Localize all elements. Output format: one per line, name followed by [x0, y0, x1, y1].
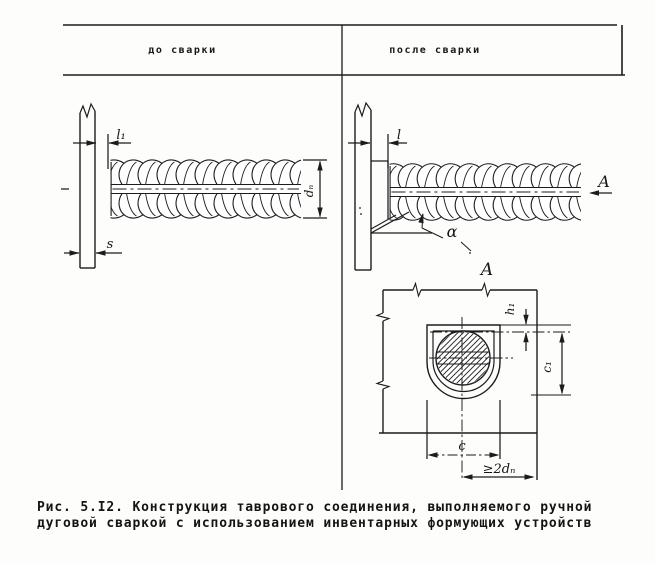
figure-caption-line1: Рис. 5.I2. Конструкция таврового соединения, выполняемого ручной — [37, 500, 593, 515]
header-label-before: до сварки — [148, 44, 217, 56]
dim-label-c1: c₁ — [540, 361, 554, 373]
after-welding-drawing — [348, 103, 612, 270]
figure-caption-line2: дуговой сваркой с использованием инвентарных формующих устройств — [37, 515, 593, 531]
header-cell-before — [65, 25, 342, 75]
dim-label-min-edge: ≥2dₙ — [482, 462, 516, 477]
dim-label-c: c — [458, 439, 466, 454]
dim-label-alpha: α — [446, 222, 458, 241]
table-grid — [63, 25, 625, 490]
dim-label-dn: dₙ — [302, 184, 316, 198]
header-cell-after — [342, 25, 622, 75]
dim-label-l1: l₁ — [116, 128, 126, 143]
section-view-title: A — [480, 260, 494, 280]
dim-label-h1: h₁ — [503, 302, 517, 316]
dim-label-gap: l — [396, 128, 402, 143]
header-label-after: после сварки — [389, 44, 481, 56]
dim-label-s: s — [106, 237, 114, 252]
before-welding-drawing — [61, 104, 327, 268]
section-view-a — [377, 284, 571, 481]
figure-caption — [37, 500, 637, 531]
view-direction-label: A — [598, 172, 610, 191]
